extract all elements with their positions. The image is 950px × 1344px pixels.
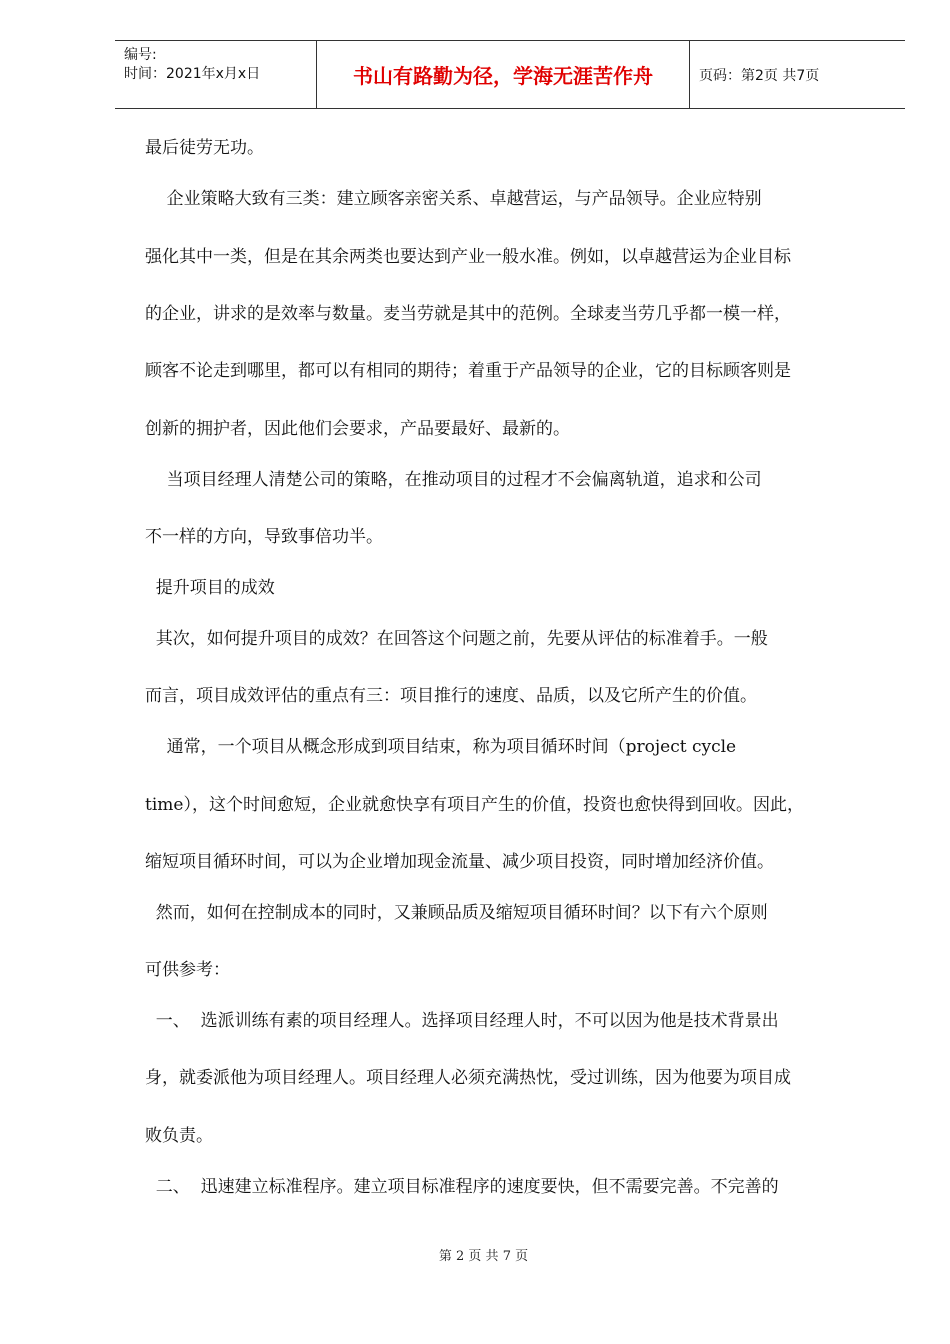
section-heading: 提升项目的成效 — [145, 578, 275, 598]
text-line: 最后徒劳无功。 — [145, 138, 264, 158]
text-line: 其次，如何提升项目的成效？在回答这个问题之前，先要从评估的标准着手。一般 — [145, 629, 768, 649]
text-line: time），这个时间愈短，企业就愈快享有项目产生的价值，投资也愈快得到回收。因此， — [145, 795, 804, 815]
text-line: 企业策略大致有三类：建立顾客亲密关系、卓越营运，与产品领导。企业应特别 — [145, 189, 762, 209]
text-line: 顾客不论走到哪里，都可以有相同的期待；着重于产品领导的企业，它的目标顾客则是 — [145, 361, 791, 381]
page-header — [115, 40, 905, 109]
text-line: 不一样的方向，导致事倍功半。 — [145, 527, 383, 547]
text-line: 通常，一个项目从概念形成到项目结束，称为项目循环时间（project cycle — [145, 737, 737, 757]
text-line: 然而，如何在控制成本的同时，又兼顾品质及缩短项目循环时间？以下有六个原则 — [145, 903, 768, 923]
text-line: 创新的拥护者，因此他们会要求，产品要最好、最新的。 — [145, 419, 570, 439]
text-line: 败负责。 — [145, 1126, 213, 1146]
number-label: 编号: — [124, 47, 157, 63]
header-page-info: 页码：第2页 共7页 — [699, 67, 820, 84]
page-footer: 第 2 页 共 7 页 — [438, 1249, 529, 1264]
text-line: 身，就委派他为项目经理人。项目经理人必须充满热忱，受过训练，因为他要为项目成 — [145, 1068, 791, 1088]
header-meta-cell — [115, 41, 317, 108]
list-item-2: 二、 迅速建立标准程序。建立项目标准程序的速度要快，但不需要完善。不完善的 — [145, 1177, 779, 1197]
text-line: 缩短项目循环时间，可以为企业增加现金流量、减少项目投资，同时增加经济价值。 — [145, 852, 774, 872]
header-motto: 书山有路勤为径，学海无涯苦作舟 — [317, 41, 690, 108]
text-line: 强化其中一类，但是在其余两类也要达到产业一般水准。例如，以卓越营运为企业目标 — [145, 247, 791, 267]
list-item-1: 一、 选派训练有素的项目经理人。选择项目经理人时，不可以因为他是技术背景出 — [145, 1011, 779, 1031]
time-label: 时间：2021年x月x日 — [124, 66, 261, 82]
text-line: 的企业，讲求的是效率与数量。麦当劳就是其中的范例。全球麦当劳几乎都一模一样， — [145, 304, 791, 324]
text-line: 而言，项目成效评估的重点有三：项目推行的速度、品质，以及它所产生的价值。 — [145, 686, 757, 706]
text-line: 当项目经理人清楚公司的策略，在推动项目的过程才不会偏离轨道，追求和公司 — [145, 470, 762, 490]
text-line: 可供参考： — [145, 960, 230, 980]
